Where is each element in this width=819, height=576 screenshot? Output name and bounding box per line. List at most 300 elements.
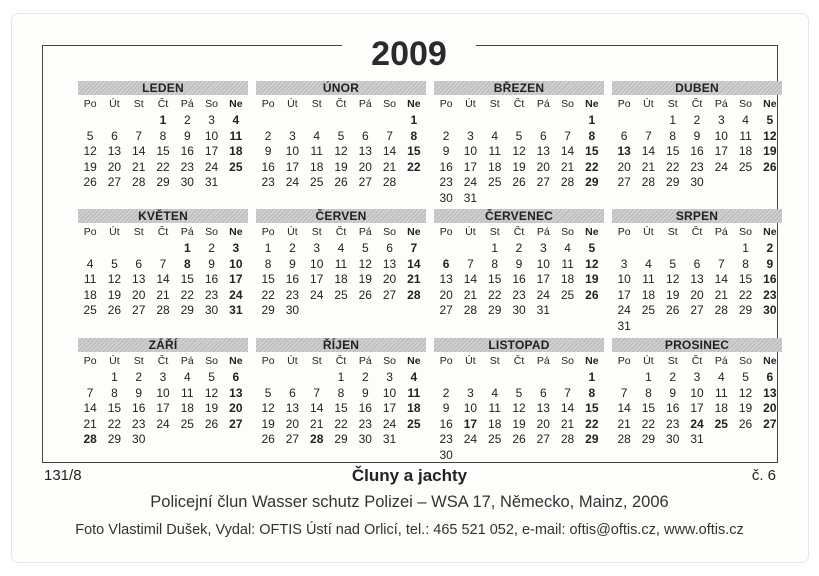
- day-cell: [280, 113, 304, 129]
- day-cell: 9: [289, 256, 296, 271]
- day-cell: [458, 241, 482, 257]
- day-cell: 5: [515, 128, 523, 143]
- day-cell: 8: [588, 128, 596, 143]
- month-name: ZÁŘÍ: [78, 338, 248, 352]
- day-cell: [483, 113, 507, 129]
- day-cell: 30: [666, 432, 680, 446]
- weekday-header: Ne: [407, 355, 421, 367]
- day-cell: [636, 241, 660, 257]
- week-row: [612, 386, 782, 402]
- day-cell: [531, 448, 555, 464]
- day-cell: [580, 448, 604, 464]
- day-cell: 14: [310, 401, 324, 415]
- day-cell: 4: [564, 241, 571, 255]
- day-cell: 16: [180, 144, 194, 158]
- month-name: LEDEN: [78, 81, 248, 95]
- card-subtitle: Policejní člun Wasser schutz Polizei – WSA 17, Německo, Mainz, 2006: [150, 493, 669, 511]
- day-cell: 10: [310, 256, 324, 271]
- weekday-header: Po: [439, 98, 453, 110]
- month-calendar: [256, 81, 426, 199]
- day-cell: 14: [714, 272, 728, 286]
- day-cell: 2: [442, 128, 450, 143]
- day-cell: [434, 370, 458, 386]
- day-cell: 26: [666, 303, 680, 317]
- day-cell: 17: [617, 287, 631, 302]
- week-row: [78, 272, 248, 288]
- day-cell: 5: [337, 128, 345, 143]
- day-cell: 21: [132, 159, 146, 174]
- week-row: [256, 432, 426, 448]
- day-cell: 19: [107, 287, 122, 302]
- day-cell: [555, 113, 579, 129]
- month-name: ČERVENEC: [434, 209, 604, 223]
- day-cell: 20: [763, 401, 777, 415]
- day-cell: 29: [334, 432, 348, 446]
- day-cell: 8: [410, 128, 418, 143]
- week-row: [612, 272, 782, 288]
- day-cell: [555, 370, 579, 386]
- day-cell: 28: [560, 432, 575, 446]
- month-name: ÚNOR: [256, 81, 426, 95]
- weekday-header-row: [256, 354, 426, 368]
- day-cell: [661, 319, 685, 335]
- day-cell: 29: [107, 432, 122, 446]
- day-cell: [483, 370, 507, 386]
- day-cell: 25: [310, 175, 324, 189]
- weekday-header: Pá: [714, 355, 728, 367]
- card-code: 131/8: [44, 467, 82, 484]
- day-cell: 22: [107, 416, 122, 431]
- day-cell: 11: [407, 385, 421, 400]
- day-cell: 16: [285, 272, 300, 286]
- weekday-header: Ne: [407, 226, 421, 238]
- day-cell: 5: [208, 370, 215, 384]
- day-cell: 10: [285, 144, 300, 158]
- calendar-year: 2009: [371, 35, 447, 73]
- weekday-header: St: [667, 355, 678, 367]
- week-row: [612, 319, 782, 335]
- day-cell: 25: [714, 416, 728, 431]
- day-cell: 25: [180, 416, 194, 431]
- day-cell: 5: [361, 241, 369, 255]
- day-cell: 29: [585, 432, 599, 446]
- weekday-header: Po: [83, 98, 97, 110]
- weekday-header: So: [739, 98, 752, 110]
- day-cell: 18: [641, 287, 656, 302]
- day-cell: 11: [334, 256, 348, 271]
- day-cell: 12: [512, 401, 526, 415]
- day-cell: 16: [204, 272, 219, 286]
- weekday-header: So: [205, 355, 218, 367]
- week-row: [434, 129, 604, 145]
- weekday-header: Ne: [585, 98, 599, 110]
- day-cell: 11: [83, 272, 97, 286]
- week-row: [434, 370, 604, 386]
- week-row: [78, 129, 248, 145]
- weekday-header: So: [561, 355, 574, 367]
- weekday-header: Pá: [180, 98, 194, 110]
- day-cell: 3: [539, 241, 547, 255]
- weekday-header: Út: [465, 226, 476, 238]
- week-row: [434, 160, 604, 176]
- day-cell: [555, 191, 579, 207]
- day-cell: 23: [763, 287, 777, 302]
- day-cell: [305, 303, 329, 319]
- day-cell: 28: [407, 287, 421, 302]
- day-cell: 24: [463, 175, 478, 189]
- day-cell: 1: [588, 370, 596, 384]
- day-cell: [199, 432, 223, 448]
- day-cell: 20: [382, 272, 397, 286]
- day-cell: 7: [313, 385, 321, 400]
- day-cell: 18: [407, 401, 421, 415]
- day-cell: [531, 370, 555, 386]
- weekday-header: Út: [287, 98, 298, 110]
- day-cell: [709, 319, 733, 335]
- week-row: [434, 144, 604, 160]
- day-cell: 3: [620, 256, 628, 271]
- day-cell: [758, 432, 782, 448]
- week-row: [434, 386, 604, 402]
- day-cell: 6: [693, 256, 701, 271]
- day-cell: 28: [641, 175, 656, 189]
- weekday-header: Čt: [691, 355, 703, 367]
- day-cell: 31: [204, 175, 219, 189]
- day-cell: 11: [561, 256, 574, 271]
- day-cell: 6: [386, 241, 393, 255]
- weekday-header: Pá: [180, 226, 194, 238]
- day-cell: 26: [512, 432, 526, 446]
- day-cell: 21: [560, 159, 575, 174]
- weekday-header-row: [612, 354, 782, 368]
- day-cell: 3: [159, 370, 167, 384]
- weekday-header: St: [311, 98, 322, 110]
- day-cell: 1: [410, 113, 418, 127]
- day-cell: 24: [310, 287, 324, 302]
- day-cell: [758, 175, 782, 191]
- day-cell: 4: [337, 241, 345, 255]
- day-cell: 5: [588, 241, 596, 255]
- day-cell: 29: [666, 175, 680, 189]
- week-row: [434, 257, 604, 273]
- day-cell: 16: [666, 401, 680, 415]
- day-cell: 22: [666, 159, 680, 174]
- day-cell: 8: [491, 256, 499, 271]
- weekday-header: St: [133, 226, 144, 238]
- day-cell: 15: [156, 144, 170, 158]
- day-cell: [377, 303, 401, 319]
- day-cell: 11: [229, 128, 243, 143]
- day-cell: 23: [439, 432, 453, 446]
- day-cell: 14: [560, 401, 575, 415]
- weekday-header: Pá: [180, 355, 194, 367]
- day-cell: 26: [83, 175, 97, 189]
- day-cell: 20: [285, 416, 300, 431]
- weekday-header: Pá: [536, 226, 550, 238]
- weekday-header: Po: [439, 355, 453, 367]
- day-cell: 25: [488, 175, 502, 189]
- day-cell: 25: [407, 416, 421, 431]
- day-cell: 27: [536, 175, 550, 189]
- day-cell: 28: [714, 303, 728, 317]
- weekday-header: Pá: [536, 355, 550, 367]
- day-cell: 2: [135, 370, 143, 384]
- day-cell: 24: [690, 416, 704, 431]
- day-cell: 27: [132, 303, 146, 317]
- day-cell: [733, 432, 757, 448]
- day-cell: 7: [645, 128, 652, 143]
- day-cell: 2: [669, 370, 677, 384]
- day-cell: 29: [488, 303, 502, 317]
- day-cell: 10: [382, 385, 397, 400]
- day-cell: 18: [180, 401, 194, 415]
- weekday-header: Út: [109, 98, 120, 110]
- day-cell: [458, 448, 482, 464]
- day-cell: [175, 432, 199, 448]
- week-row: [434, 401, 604, 417]
- day-cell: 22: [641, 416, 656, 431]
- day-cell: 14: [463, 272, 478, 286]
- day-cell: 4: [86, 256, 94, 271]
- day-cell: 5: [742, 370, 749, 384]
- day-cell: [224, 432, 248, 448]
- day-cell: 11: [642, 272, 655, 286]
- day-cell: 22: [585, 416, 599, 431]
- day-cell: 10: [204, 128, 219, 143]
- day-cell: 7: [86, 385, 94, 400]
- day-cell: 14: [156, 272, 170, 286]
- day-cell: 29: [585, 175, 599, 189]
- day-cell: 24: [382, 416, 397, 431]
- day-cell: 1: [159, 113, 167, 127]
- day-cell: [580, 303, 604, 319]
- day-cell: 13: [439, 272, 453, 286]
- day-cell: 14: [407, 256, 421, 271]
- weekday-header: St: [489, 355, 500, 367]
- weekday-header-row: [256, 225, 426, 239]
- day-cell: 1: [111, 370, 118, 384]
- week-row: [612, 417, 782, 433]
- day-cell: [709, 432, 733, 448]
- weekday-header: St: [667, 226, 678, 238]
- day-cell: 4: [313, 128, 321, 143]
- day-cell: 15: [107, 401, 122, 415]
- day-cell: 6: [620, 128, 628, 143]
- day-cell: 14: [382, 144, 397, 158]
- day-cell: 26: [512, 175, 526, 189]
- day-cell: 14: [560, 144, 575, 158]
- day-cell: 13: [107, 144, 122, 158]
- day-cell: 24: [204, 159, 219, 174]
- week-row: [78, 144, 248, 160]
- day-cell: 4: [491, 128, 499, 143]
- day-cell: 30: [439, 190, 453, 205]
- day-cell: 19: [512, 416, 526, 431]
- day-cell: [458, 370, 482, 386]
- day-cell: 13: [617, 144, 631, 158]
- week-row: [78, 113, 248, 129]
- weekday-header: So: [383, 226, 396, 238]
- day-cell: 1: [337, 370, 345, 384]
- day-cell: 7: [410, 241, 418, 255]
- day-cell: 20: [690, 287, 704, 302]
- day-cell: 11: [310, 144, 323, 158]
- day-cell: 9: [208, 256, 215, 271]
- day-cell: 16: [763, 272, 777, 286]
- day-cell: 10: [714, 128, 728, 143]
- day-cell: 24: [156, 416, 170, 431]
- day-cell: 17: [536, 272, 550, 286]
- day-cell: 7: [386, 128, 393, 143]
- day-cell: 11: [488, 401, 501, 415]
- day-cell: 3: [313, 241, 321, 255]
- week-row: [78, 417, 248, 433]
- day-cell: 5: [264, 385, 272, 400]
- day-cell: 11: [715, 385, 728, 400]
- weekday-header: Ne: [585, 226, 599, 238]
- day-cell: [507, 113, 531, 129]
- month-name: DUBEN: [612, 81, 782, 95]
- day-cell: 8: [111, 385, 118, 400]
- day-cell: 1: [742, 241, 749, 255]
- weekday-header: St: [489, 98, 500, 110]
- day-cell: 8: [264, 256, 272, 271]
- day-cell: 15: [180, 272, 194, 286]
- week-row: [434, 175, 604, 191]
- day-cell: 1: [645, 370, 652, 384]
- day-cell: 3: [232, 241, 240, 255]
- day-cell: 15: [666, 144, 680, 158]
- day-cell: 26: [334, 175, 348, 189]
- weekday-header: So: [561, 98, 574, 110]
- day-cell: 11: [181, 385, 194, 400]
- day-cell: 10: [617, 272, 631, 286]
- day-cell: 17: [204, 144, 219, 158]
- day-cell: 7: [564, 128, 571, 143]
- frame-top-line-right: [476, 45, 778, 46]
- day-cell: 29: [156, 175, 170, 189]
- day-cell: 19: [738, 401, 753, 415]
- week-row: [78, 241, 248, 257]
- day-cell: 24: [714, 159, 728, 174]
- day-cell: [685, 319, 709, 335]
- day-cell: 6: [289, 385, 296, 400]
- month-name: LISTOPAD: [434, 338, 604, 352]
- day-cell: 16: [439, 416, 453, 431]
- day-cell: 16: [132, 401, 146, 415]
- weekday-header-row: [78, 97, 248, 111]
- week-row: [434, 241, 604, 257]
- day-cell: [709, 175, 733, 191]
- day-cell: 30: [763, 303, 777, 317]
- day-cell: 23: [439, 175, 453, 189]
- day-cell: 27: [382, 287, 397, 302]
- week-row: [78, 288, 248, 304]
- day-cell: 3: [386, 370, 393, 384]
- day-cell: 27: [229, 416, 243, 431]
- day-cell: 6: [442, 256, 450, 271]
- day-cell: 17: [310, 272, 324, 286]
- day-cell: 24: [536, 287, 550, 302]
- month-calendar: [78, 209, 248, 327]
- week-row: [256, 175, 426, 191]
- day-cell: 27: [285, 432, 300, 446]
- day-cell: 5: [86, 128, 94, 143]
- day-cell: 18: [83, 287, 97, 302]
- day-cell: 8: [669, 128, 677, 143]
- day-cell: 21: [560, 416, 575, 431]
- week-row: [78, 370, 248, 386]
- day-cell: [507, 370, 531, 386]
- week-row: [78, 386, 248, 402]
- week-row: [434, 303, 604, 319]
- day-cell: 18: [334, 272, 348, 286]
- frame-top-line-left: [42, 45, 342, 46]
- day-cell: 1: [264, 241, 272, 255]
- day-cell: 10: [690, 385, 704, 400]
- day-cell: 13: [229, 385, 243, 400]
- weekday-header: Čt: [335, 355, 347, 367]
- day-cell: 19: [763, 144, 777, 158]
- day-cell: 10: [156, 385, 170, 400]
- day-cell: 21: [83, 416, 97, 431]
- day-cell: [402, 432, 426, 448]
- day-cell: 2: [183, 113, 191, 127]
- day-cell: [256, 370, 280, 386]
- weekday-header: So: [205, 226, 218, 238]
- day-cell: 2: [264, 128, 272, 143]
- day-cell: [102, 113, 126, 129]
- card-credits: Foto Vlastimil Dušek, Vydal: OFTIS Ústí nad Orlicí, tel.: 465 521 052, e-mail: oftis@oftis.cz, www.oftis.cz: [75, 522, 744, 538]
- weekday-header: Út: [643, 98, 654, 110]
- day-cell: 11: [488, 144, 501, 158]
- day-cell: 4: [645, 256, 652, 271]
- day-cell: 23: [180, 159, 194, 174]
- week-row: [256, 303, 426, 319]
- day-cell: 30: [180, 175, 194, 189]
- day-cell: 18: [488, 159, 502, 174]
- day-cell: 4: [491, 385, 499, 400]
- day-cell: 25: [641, 303, 656, 317]
- weekday-header: St: [311, 355, 322, 367]
- day-cell: 30: [285, 303, 300, 317]
- day-cell: [612, 113, 636, 129]
- day-cell: [507, 191, 531, 207]
- day-cell: 19: [512, 159, 526, 174]
- weekday-header-row: [434, 97, 604, 111]
- day-cell: 21: [156, 287, 170, 302]
- day-cell: 28: [463, 303, 478, 317]
- day-cell: 9: [693, 128, 701, 143]
- month-name: ŘÍJEN: [256, 338, 426, 352]
- week-row: [78, 401, 248, 417]
- day-cell: 16: [512, 272, 526, 286]
- day-cell: 23: [261, 175, 275, 189]
- weekday-header: Út: [465, 98, 476, 110]
- day-cell: 17: [285, 159, 300, 174]
- day-cell: 15: [407, 144, 421, 158]
- day-cell: 24: [229, 287, 243, 302]
- day-cell: 3: [693, 370, 701, 384]
- day-cell: 27: [358, 175, 372, 189]
- day-cell: [78, 113, 102, 129]
- day-cell: 9: [135, 385, 143, 400]
- day-cell: 8: [183, 256, 191, 271]
- day-cell: 8: [588, 385, 596, 400]
- weekday-header: St: [489, 226, 500, 238]
- weekday-header: So: [383, 98, 396, 110]
- week-row: [612, 175, 782, 191]
